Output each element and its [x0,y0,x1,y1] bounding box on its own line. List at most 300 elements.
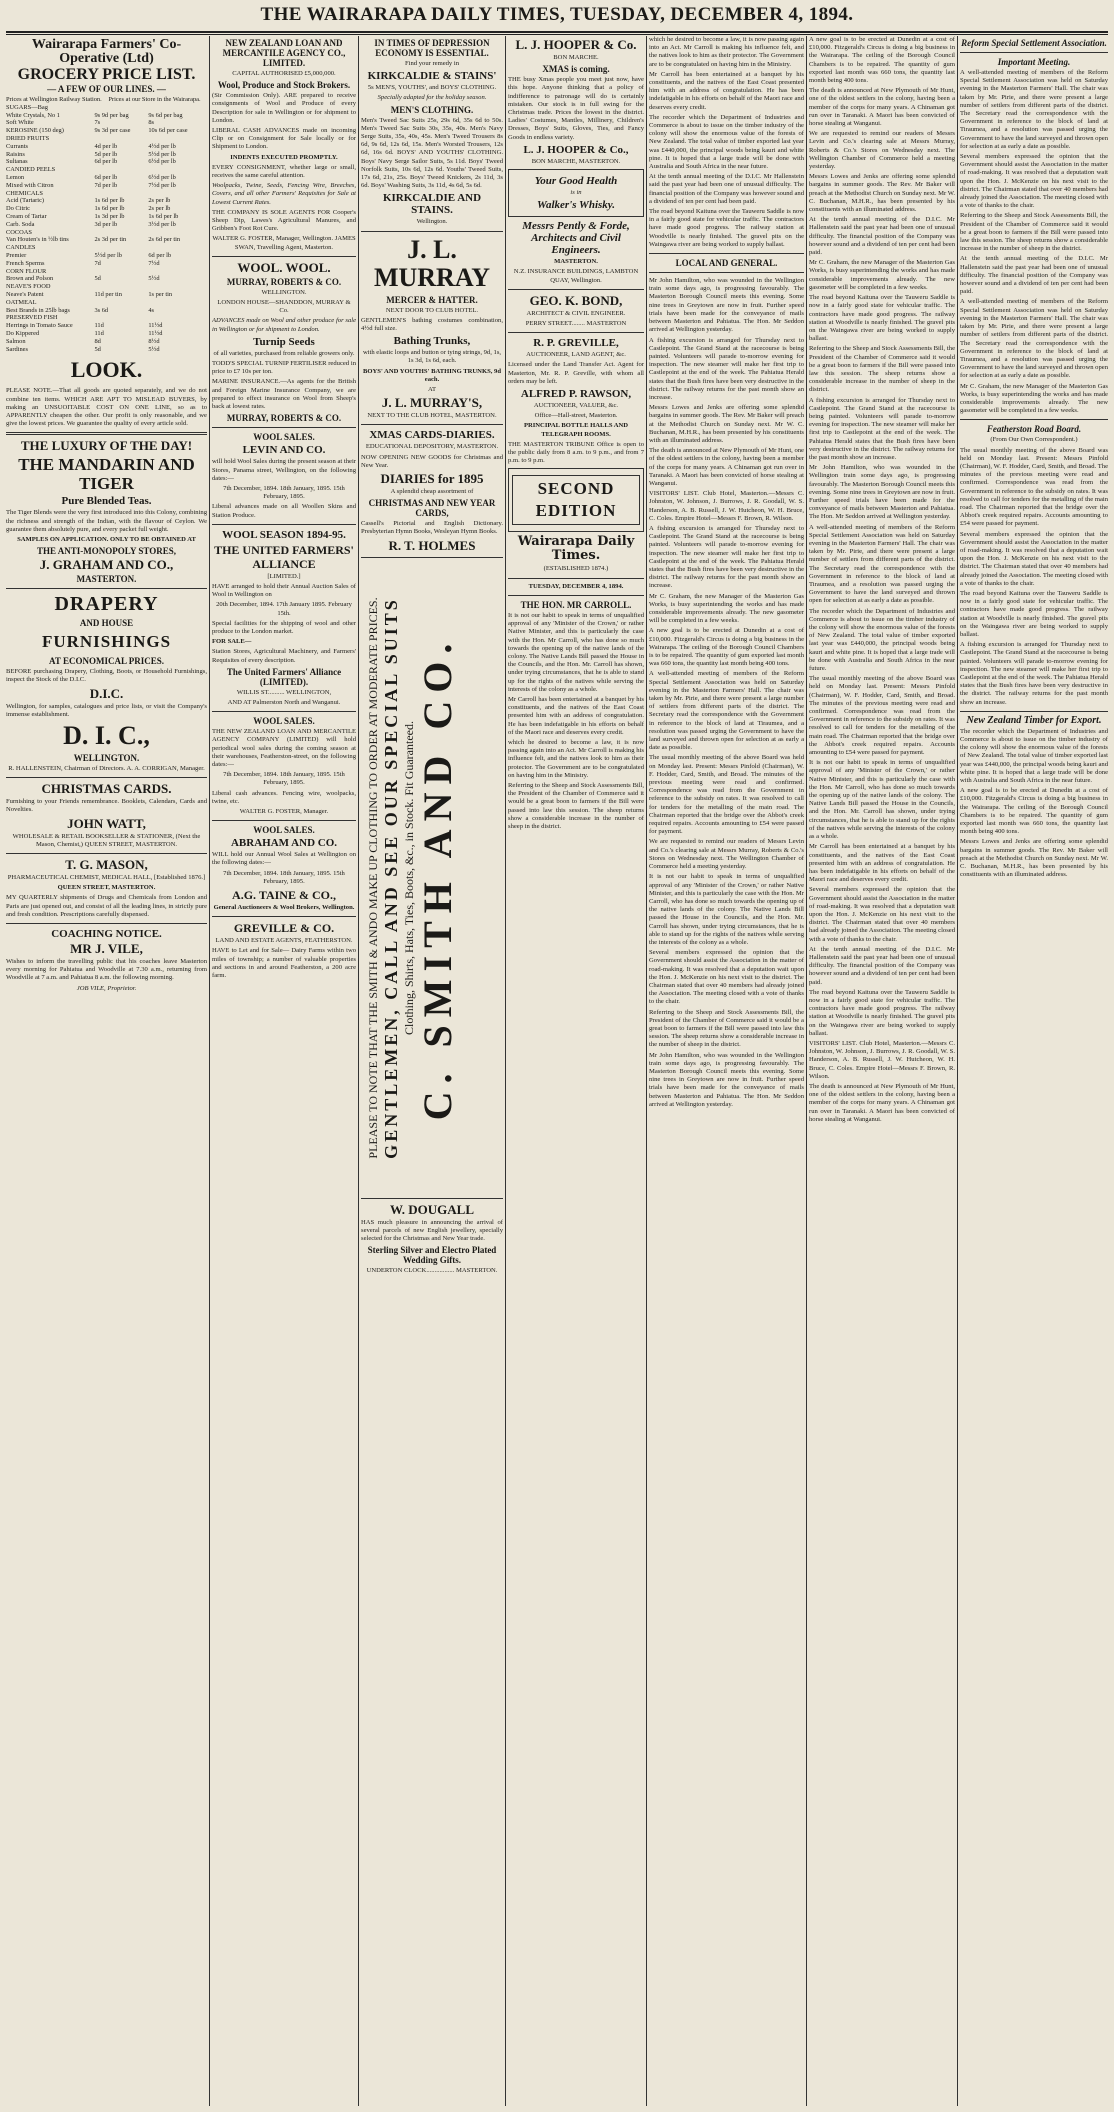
timber-heading: New Zealand Timber for Export. [966,714,1102,726]
price-value: 6d per lb [148,251,172,259]
price-row [6,166,207,174]
price-row [6,197,207,205]
christmas-cards-heading: CHRISTMAS CARDS. [41,781,172,797]
rawson-sub: AUCTIONEER, VALUER, &c. [533,402,619,410]
column-4 [508,36,644,2106]
price-item: Do Citric [6,205,30,213]
sterling-heading: Sterling Silver and Electro Plated Wedding Gifts. [367,1245,497,1266]
price-value [94,283,148,291]
vile-text: Wishes to inform the travelling public that his coaches leave Masterton every morning for Pahiatua and Woodville at 7.30 a.m., returning from Woodville at 7 a.m. and Pahiatua 8 a.m. the following morning. [6,957,207,982]
news-text-16: Several members expressed the opinion that the Government should assist the Association in the matter of road-making. It was resolved that a deputation wait upon the Hon. J. McKenzie on his next visit to the district. The Chairman stated that over 40 members had already joined the Association. The meeting closed with a vote of thanks to the chair. [809,886,955,943]
established-text: (ESTABLISHED 1874.) [543,565,609,573]
mason-street: QUEEN STREET, MASTERTON. [57,884,156,892]
column-5 [649,36,804,2106]
kirkcaldie-heading-2: KIRKCALDIE AND STAINS. [382,192,482,217]
price-value: 1s 6d per lb [94,205,125,213]
column-rule [505,36,506,2106]
every-text: EVERY CONSIGNMENT, whether large or small, receives the same careful attention. [212,163,356,180]
price-value: 9s 3d per case [94,127,131,135]
price-value: 5d [94,345,101,353]
news-text-11: A well-attended meeting of members of the Reform Special Settlement Association was held on Saturday evening in the Masterton Farmers' Hall. The chair was taken by Mr. Pirie, and there were present a large number of settlers from different parts of the district. The Secretary read the correspondence with the Government in reference to the block of land at Tiraumea, and a resolution was passed urging the Government to have the land surveyed and thrown open for selection at as early a date as possible. [809,523,955,605]
united-limited: [LIMITED.] [267,572,301,580]
holmes-text: Cassell's Pictorial and English Dictionary. Presbyterian Hymn Books, Wesleyan Hymn Books. [361,520,503,536]
anti-monopoly: THE ANTI-MONOPOLY STORES, [37,546,176,557]
news-text-17: At the tenth annual meeting of the D.I.C. Mr Hallenstein said the past year had been one of unusual difficulty. The financial position of the Company was however sound and a dividend of ten per cent had been paid. [809,945,955,986]
mercer-heading: MERCER & HATTER. [386,294,478,305]
price-value: 5d [94,275,101,283]
greville-heading: GREVILLE & CO. [233,921,335,936]
taine-heading: A.G. TAINE & CO., [232,888,336,902]
news-text-20: The death is announced at New Plymouth of Mr Hunt, one of the oldest settlers in the colony, having been a member of the corps for many years. A Chinaman got run over in Taranaki. A Maori has been convicted of horse stealing at Wanganui. [809,1082,955,1123]
price-value: 6d per lb [94,158,118,166]
editorial-text-1: which he desired to become a law, it is now passing again into an Act. Mr Carroll is making his influence felt, and the natives look to him as their protector. The Government are to be congratulated on having him in the Ministry. [649,36,804,68]
price-item: Cream of Tartar [6,212,47,220]
hooper-heading-2: L. J. HOOPER & Co., [523,143,629,156]
whisky-advert [508,169,644,217]
grocery-title: GROCERY PRICE LIST. [17,66,196,83]
column-6 [809,36,955,2106]
rotated-name: C. SMITH AND CO. [415,635,460,1121]
price-item: White Crystals, No 1 [6,111,60,119]
mandarin-heading: THE MANDARIN AND TIGER [18,455,195,494]
xmas-heading: XMAS is coming. [542,64,610,75]
price-item: CANDLES [6,244,36,252]
graham-town: MASTERTON. [76,574,137,585]
our-correspondent: (From Our Own Correspondent.) [990,436,1078,444]
wool-sales-heading-2: WOOL SALES. [253,716,315,727]
price-item: Raisins [6,150,25,158]
paper-title: Wairarapa Daily Times. [517,534,635,564]
price-value: 1s per tin [148,290,173,298]
reform-text-3: Referring to the Sheep and Stock Assessments Bill, the President of the Chamber of Commerce said it would be a great boon to farmers if the Bill were passed into law this session. The sheep returns show a considerable increase in the number of sheep in the district. [960,212,1108,253]
price-row [6,143,207,151]
important-heading: Important Meeting. [997,57,1071,67]
luxury-heading: THE LUXURY OF THE DAY! [20,438,193,454]
price-value: 10s 6d per case [148,127,188,135]
price-value: 5½d per lb [148,150,176,158]
tribune-text: THE MASTERTON TRIBUNE Office is open to the public daily from 8 a.m. to 9 p.m., and from 7 p.m. to 9 p.m. [508,440,644,465]
look-heading: LOOK. [70,357,143,383]
rotated-line2: Clothing, Shirts, Hats, Ties, Boots, &c., in Stock. Fit Guaranteed. [402,720,416,1035]
liberal-text: LIBERAL CASH ADVANCES made on incoming Clip or on Consignment for Sale locally or for Shipment to London. [212,127,356,151]
price-row [6,244,207,252]
drapery-heading: DRAPERY [54,593,159,616]
dic-heading: D.I.C. [89,685,124,701]
wool-season-heading: WOOL SEASON 1894-95. [222,528,346,541]
second-edition-heading: SECOND EDITION [512,475,640,525]
carroll-text-3: which he desired to become a law, it is now passing again into an Act. Mr Carroll is making his influence felt, and the natives look to him as their protector. The Government are to be congratulated on having him in the Ministry. [508,738,644,779]
holmes-heading: R. T. HOLMES [388,537,476,553]
price-value: 3d per lb [94,220,118,228]
levin-liberal: Liberal advances made on all Woollen Skins and Station Produce. [212,503,356,519]
samples-text: SAMPLES ON APPLICATION. ONLY TO BE OBTAINED AT [17,535,196,543]
price-row [6,135,207,143]
greville-sub: AUCTIONEER, LAND AGENT, &c. [526,351,626,359]
wool-heading: WOOL. WOOL. [237,259,331,275]
price-value: 5½d per lb [94,251,122,259]
carroll-text-4: Referring to the Sheep and Stock Assessments Bill, the President of the Chamber of Commerce said it would be a great boon to farmers if the Bill were passed into law this session. The sheep returns show a considerable increase in the number of sheep in the district. [508,781,644,830]
price-row [6,307,207,315]
news-text-9: A fishing excursion is arranged for Thursday next to Castlepoint. The Grand Stand at the racecourse is being painted. Volunteers will parade to-morrow evening for inspection. The new steamer will make her first trip to Castlepoint at the end of the week. The Pahiatua Herald states that the Bush fires have been very destructive in the district. The railway returns for the past month show an increase. [809,396,955,461]
rotated-line1: PLEASE TO NOTE THAT THE SMITH & ANDO MAKE UP CLOTHING TO ORDER AT MODERATE PRICES. [366,597,380,1159]
news-text-12: The recorder which the Department of Industries and Commerce is about to issue on the timber industry of the colony will show the enormous value of the forests of New Zealand. The total value of timber exported last year was £440,000, the principal woods being kauri and white pine. It is hoped that a large trade will be done with Australia and South Africa in the near future. [809,607,955,673]
now-text: NOW OPENING NEW GOODS for Christmas and New Year. [361,453,503,469]
wool-produce-heading: Wool, Produce and Stock Brokers. [217,80,351,91]
price-rows [6,104,207,354]
reform-text-2: Several members expressed the opinion that the Government should assist the Association in the matter of road-making. It was resolved that a deputation wait upon the Hon. J. McKenzie on his next visit to the district. The Chairman stated that over 40 members had already joined the Association. The meeting closed with a vote of thanks to the chair. [960,153,1108,210]
principal-text: PRINCIPAL BOTTLE HALLS AND TELEGRAPH ROOMS. [523,422,629,438]
price-row [6,283,207,291]
next2-text: NEXT TO THE CLUB HOTEL, MASTERTON. [367,412,497,420]
price-row [6,127,207,135]
price-item: OATMEAL [6,298,37,306]
united-heading: THE UNITED FARMERS' ALLIANCE [214,542,354,571]
price-row [6,119,207,127]
editorial-text-5: The road beyond Kaituna over the Tauweru Saddle is now in a fairly good state for vehicular traffic. The contractors have made good progress. The railway station at Woodville is nearly finished. The gravel pits on the Waingawa river are being worked to supply ballast. [649,208,804,248]
local-text-3: Messrs Lowes and Jenks are offering some splendid bargains in summer goods. The Rev. Mr Baker will preach at the Methodist Church on Sunday next. Mr W. C. Buchanan, M.H.R., has been presented by his constituents with an illuminated address. [649,404,804,444]
price-value: 11d [94,322,104,330]
price-item: Soft White [6,119,34,127]
price-value: 11½d [148,322,163,330]
price-value: 1s 6d per lb [148,212,179,220]
graham-name: J. GRAHAM AND CO., [39,557,174,573]
abraham-text: WILL hold our Annual Wool Sales at Wellington on the following dates:— [212,851,356,867]
news-text-8: Referring to the Sheep and Stock Assessments Bill, the President of the Chamber of Commerce said it would be a great boon to farmers if the Bill were passed into law this session. The sheep returns show a considerable increase in the number of sheep in the district. [809,345,955,394]
gentlemen-text: GENTLEMEN'S bathing costumes combination, 4½d full size. [361,316,503,333]
price-row [6,112,207,120]
price-table [6,96,207,104]
news-text-13: The usual monthly meeting of the above Board was held on Monday last. Present: Messrs Pinfold (Chairman), W. F. Hodder, Card, Smith, and Broad. The minutes of the previous meeting were read and confirmed. Correspondence was read from the Government in reference to the subsidy on rates. It was resolved to call for tenders for the metalling of the main road. The Chairman reported that the bridge over the Abbot's creek required repairs. Accounts amounting to £54 were passed for payment. [809,675,955,757]
christmas-cards-text: CHRISTMAS AND NEW YEAR CARDS, [368,498,496,519]
price-value [148,299,207,307]
editorial-text-4: At the tenth annual meeting of the D.I.C. Mr Hallenstein said the past year had been one of unusual difficulty. The financial position of the Company was however sound and a dividend of ten per cent had been paid. [649,173,804,205]
dic-town: WELLINGTON. [73,752,140,763]
local-text: Mr John Hamilton, who was wounded in the Wellington train some days ago, is progressing favourably. The Masterton Borough Council meets this evening. Some nine trees in Greytown are now in fruit. Further speed trials have been made for the conveyance of mails between Masterton and Pahiatua. The Hon. Mr Seddon arrived at Wellington yesterday. [649,277,804,334]
price-item: NEAVE'S FOOD [6,283,51,291]
local-text-13: Referring to the Sheep and Stock Assessments Bill, the President of the Chamber of Commerce said it would be a great boon to farmers if the Bill were passed into law this session. The sheep returns show a considerable increase in the number of sheep in the district. [649,1008,804,1049]
price-row [6,338,207,346]
price-item: KEROSINE (150 deg) [6,127,64,135]
agents-text: THE COMPANY IS SOLE AGENTS FOR Cooper's Sheep Dip, Lawes's Agricultural Manures, and Gribben's Foot Rot Cure. [212,208,356,233]
price-value: 5½d [148,345,160,353]
price-item: PRESERVED FISH [6,314,58,322]
drapery-and: AND HOUSE [79,618,134,629]
price-row [6,205,207,213]
price-value [94,190,148,198]
mason-heading: T. G. MASON, [65,856,148,872]
tea-text: The Tiger Blends were the very first introduced into this Colony, combining the richness and strength of the Indian, with the flavour of Ceylon. We guarantee them absolutely pure, and every packet full weight. [6,509,207,533]
price-value: 5½d [148,275,160,283]
price-value: 9s 9d per bag [94,111,129,119]
price-value: 2s per lb [148,205,171,213]
price-value: 6d per lb [94,173,118,181]
cards-text: Furnishing to your Friends remembrance. Booklets, Calendars, Cards and Novelties. [6,798,207,814]
bond-heading: GEO. K. BOND, [529,292,623,308]
price-value [148,314,207,322]
local-general-heading: LOCAL AND GENERAL. [675,258,778,269]
price-item: Brown and Polson [6,275,54,283]
tagline: — A FEW OF OUR LINES. — [47,84,166,94]
column-rule [209,36,210,2106]
united-heading-2: The United Farmers' Alliance (LIMITED). [226,666,342,687]
price-row [6,260,207,268]
price-value: 4d per lb [94,142,118,150]
price-value: 5d per lb [94,150,118,158]
murray-london: LONDON HOUSE—SHANDDON, MURRAY & Co. [217,299,351,315]
murray-heading-2: MURRAY, ROBERTS & CO. [226,413,342,424]
price-item: Van Houten's in ½lb tins [6,236,69,244]
news-text-7: The road beyond Kaituna over the Tauweru Saddle is now in a fairly good state for vehicular traffic. The contractors have made good progress. The railway station at Woodville is nearly finished. The gravel pits on the Waingawa river are being worked to supply ballast. [809,294,955,343]
dic-text: BEFORE purchasing Drapery, Clothing, Boots, or Household Furnishings, inspect the Stock of the D.I.C. [6,668,207,684]
column-2 [212,36,356,2106]
price-item: Currants [6,142,29,150]
price-value: 4½d per lb [148,142,176,150]
dougall-heading: W. DOUGALL [389,1201,475,1217]
local-text-7: A new goal is to be erected at Dunedin at a cost of £10,000. Fitzgerald's Circus is doing a big business in the Wairarapa. The ceiling of the Borough Council Chambers is to be repaired. The quantity of gum exported last month was 660 tons, the quantity last month being 400 tons. [649,627,804,668]
united-special: Special facilities for the shipping of wool and other produce to the London market. [212,619,356,635]
price-row [6,275,207,283]
price-value [94,229,148,237]
kirkcaldie-sub: 5s MEN'S, YOUTHS', and BOYS' CLOTHING. [367,84,497,92]
hooper-text: THE busy Xmas people you meet just now, have this hope. Anyone thinking that a policy of indifference to patronage will do is certainly mistaken. Our stock is in full swing for the Christmas trade. Prices the lowest in the district. Ladies' Costumes, Mantles, Millinery, Children's Dresses, Boys' Suits, Gloves, Ties, and Fancy Goods in endless variety. [508,76,644,141]
bon-marche: BON MARCHE. [553,54,599,61]
local-text-2: A fishing excursion is arranged for Thursday next to Castlepoint. The Grand Stand at the racecourse is being painted. Volunteers will parade to-morrow evening for inspection. The new steamer will make her first trip to Castlepoint at the end of the week. The Pahiatua Herald states that the Bush fires have been very destructive in the district. The railway returns for the past month show an increase. [649,336,804,401]
forde-town: MASTERTON. [554,258,598,266]
news-text-18: The road beyond Kaituna over the Tauweru Saddle is now in a fairly good state for vehicular traffic. The contractors have made good progress. The railway station at Woodville is nearly finished. The gravel pits on the Waingawa river are being worked to supply ballast. [809,988,955,1037]
price-value: 8½d [148,337,160,345]
price-value [94,166,148,174]
walker-heading: Walker's Whisky. [536,199,616,212]
price-item: Carb. Soda [6,220,35,228]
reform-text-4: At the tenth annual meeting of the D.I.C. Mr Hallenstein said the past year had been one of unusual difficulty. The financial position of the Company was however sound and a dividend of ten per cent had been paid. [960,255,1108,296]
marine-text: MARINE INSURANCE.—As agents for the British and Foreign Marine Insurance Company, we are prepared to effect insurance on Wool from Sheep's back at lowest rates. [212,378,356,411]
price-item: Do Kippered [6,329,40,337]
price-value: 8s [148,119,155,127]
seeds-text: of all varieties, purchased from reliable growers only. [213,349,355,357]
price-row [6,314,207,322]
price-value: 8d [94,337,101,345]
clothing-list: Men's Tweed Sac Suits 25s, 29s 6d, 35s 6d to 50s. Men's Tweed Sac Suits 30s, 35s, 40s. Men's Navy Serge Suits, 35s, 40s, 45s. Men's Tweed Trousers 8s 6d, 9s 6d, 12s 6d, 15s. Men's Worsted Trousers, 12s 6d, 16s 6d. BOYS' AND YOUTHS' CLOTHING. Boys' Navy Serge Sailor Suits, 5s 11d. Boys' Tweed Norfolk Suits, 10s 6d, 12s 6d. Youths' Tweed Suits, 17s 6d, 21s, 25s. Boys' Tweed Knickers, 2s 11d, 3s 6d. Boys' Washing Suits, 3s 11d, 4s 6d, 5s 6d. [361,116,503,190]
price-item: Sardines [6,345,29,353]
column-rule [358,36,359,2106]
column-7 [960,36,1108,2106]
tea-heading: Pure Blended Teas. [61,495,152,508]
price-value [148,244,207,252]
reform-text-6: Mr C. Graham, the new Manager of the Masterton Gas Works, is busy superintending the works and has made considerable improvements already. The new gasometer will be completed in a few weeks. [960,382,1108,415]
carroll-text-2: Mr Carroll has been entertained at a banquet by his constituents, and the natives of the East Coast presented him with an address of congratulation. He has been indefatigable in his efforts on behalf of the Maori race and deserves every credit. [508,695,644,736]
dougall-text: HAS much pleasure in announcing the arrival of several parcels of new English jewellery, specially selected for the Christmas and New Year trade. [361,1218,503,1243]
greville-sub: LAND AND ESTATE AGENTS, FEATHERSTON. [215,937,353,945]
carroll-heading: THE HON. MR CARROLL. [520,599,632,610]
hooper-heading: L. J. HOOPER & Co. [515,37,637,52]
murray-heading: MURRAY, ROBERTS & CO. [226,276,342,287]
united-text: HAVE arranged to hold their Annual Auction Sales of Wool in Wellington on [212,582,356,599]
price-row [6,291,207,299]
price-row [6,322,207,330]
vile-heading: MR J. VILE, [70,940,143,956]
splendid-text: A splendid cheap assortment of [390,488,474,496]
at-text: AT [427,386,437,394]
price-item: French Sperms [6,259,45,267]
nz-loan-liberal: Liberal cash advances. Fencing wire, woolpacks, twine, etc. [212,789,356,805]
levin-heading: LEVIN AND CO. [242,444,326,457]
bond-sub: ARCHITECT & CIVIL ENGINEER. [526,309,626,317]
local-text-9: The usual monthly meeting of the above Board was held on Monday last. Present: Messrs Pinfold (Chairman), W. F. Hodder, Card, Smith, and Broad. The minutes of the previous meeting were read and confirmed. Correspondence was read from the Government in reference to the subsidy on rates. It was resolved to call for tenders for the metalling of the main road. The Chairman reported that the bridge over the Abbot's creek required repairs. Accounts amounting to £54 were passed for payment. [649,754,804,836]
watt-heading: JOHN WATT, [67,815,146,831]
nz-loan-dates: 7th December, 1894. 18th January, 1895. 15th February, 1895. [223,771,345,787]
reform-text-5: A well-attended meeting of members of the Reform Special Settlement Association was held on Saturday evening in the Masterton Farmers' Hall. The chair was taken by Mr. Pirie, and there were present a large number of settlers from different parts of the district. The Secretary read the correspondence with the Government in reference to the block of land at Tiraumea, and a resolution was passed urging the Government to have the land surveyed and thrown open for selection at as early a date as possible. [960,298,1108,380]
price-value [148,166,207,174]
economical-text: AT ECONOMICAL PRICES. [49,656,164,667]
price-col-head: Prices at Wellington Railway Station. [6,96,102,103]
carroll-text: It is not our habit to speak in terms of unqualified approval of any 'Minister of the Crown,' or rather Native Minister, and this is particularly the case with the Hon. Mr Carroll, who has done so much towards the opening up of the native lands of the colony. The Native Lands Bill passed the House in the Councils, and the Hon. Mr. Carroll has shown, under trying circumstances, that he is able to stand up for the rights of the natives while serving the interests of the colony as a whole. [508,611,644,693]
price-value: 1s 3d per lb [94,212,125,220]
nz-loan-text: THE NEW ZEALAND LOAN AND MERCANTILE AGENCY COMPANY (LIMITED) will hold periodical wool sales during the coming season at their warehouses, Featherston-street, on the following dates:— [212,728,356,768]
visitors-text: VISITORS' LIST. Club Hotel, Masterton.—Messrs C. Johnston, W. Johnson, J. Burrows, J. R. Goodall, W. S. Handerson, A. B. Russell, J. W. Hutcheon, W. H. Bruce, C. Coles. Empire Hotel—Messrs F. Brown, R. Wilson. [649,490,804,522]
price-item: Neave's Patent [6,290,44,298]
price-row [6,252,207,260]
for-sale-label: FOR SALE— [212,638,252,646]
kirkcaldie-town: Wellington. [416,218,448,226]
reform-heading: Reform Special Settlement Association. [961,38,1107,48]
price-item: Salmon [6,337,26,345]
featherston-text-3: The road beyond Kaituna over the Tauweru Saddle is now in a fairly good state for vehicular traffic. The contractors have made good progress. The railway station at Woodville is nearly finished. The gravel pits on the Waingawa river are being worked to supply ballast. [960,589,1108,638]
mens-heading: MEN'S CLOTHING. [390,104,474,115]
price-value: 6½d per lb [148,158,176,166]
price-item: Lemon [6,173,25,181]
murray-big-heading: J. L. MURRAY [373,234,491,292]
reform-text-1: A well-attended meeting of members of the Reform Special Settlement Association was held on Saturday evening in the Masterton Farmers' Hall. The chair was taken by Mr. Pirie, and there were present a large number of settlers from different parts of the district. The Secretary read the correspondence with the Government in reference to the block of land at Tiraumea, and a resolution was passed urging the Government to have the land surveyed and thrown open for selection at as early a date as possible. [960,69,1108,150]
price-value [148,268,207,276]
price-value: 6½d per lb [148,173,176,181]
price-item: Sultanas [6,158,28,166]
price-col-head: Prices at our Store in the Wairarapa. [108,96,201,103]
xmas-cards-heading: XMAS CARDS-DIARIES. [369,429,495,442]
news-text-15: Mr Carroll has been entertained at a banquet by his constituents, and the natives of the East Coast presented him with an address of congratulation. He has been indefatigable in his efforts on behalf of the Maori race and deserves every credit. [809,843,955,884]
price-value: 1s 6d per lb [94,197,125,205]
price-value [94,299,148,307]
dic-more: Wellington, for samples, catalogues and price lists, or visit the Company's immense establishment. [6,702,207,718]
dic-managers: R. HALLENSTEIN, Chairman of Directors. A. A. CORRIGAN, Manager. [8,764,205,772]
news-text-1: A new goal is to be erected at Dunedin at a cost of £10,000. Fitzgerald's Circus is doing a big business in the Wairarapa. The ceiling of the Borough Council Chambers is to be repaired. The quantity of gum exported last month was 660 tons, the quantity last month being 400 tons. [809,36,955,85]
wool-sales-heading: WOOL SALES. [253,432,315,443]
column-rule [646,36,647,2106]
local-text-6: Mr C. Graham, the new Manager of the Masterton Gas Works, is busy superintending the works and has made considerable improvements already. The new gasometer will be completed in a few weeks. [649,592,804,625]
woolpacks-text: Woolpacks, Twine, Seeds, Fencing Wire, Breeches, Covers, and all other Farmers' Requisites for Sale at Lowest Current Rates. [212,182,356,206]
united-dates: 20th December, 1894. 17th January 1895. February 15th. [216,601,352,617]
price-value [94,268,148,276]
price-value [148,104,207,112]
mason-sub: PHARMACEUTICAL CHEMIST, MEDICAL HALL, [Established 1876.] [7,873,206,881]
forde-address: N.Z. INSURANCE BUILDINGS, LAMBTON QUAY, Wellington. [513,268,639,284]
furnishings-heading: FURNISHINGS [41,632,172,652]
price-row [6,268,207,276]
price-row [6,174,207,182]
price-value [94,104,148,112]
advances-text: ADVANCES made on Wool and other produce for sale in Wellington or for shipment to London. [212,317,356,333]
news-text-5: At the tenth annual meeting of the D.I.C. Mr Hallenstein said the past year had been one of unusual difficulty. The financial position of the Company was however sound and a dividend of ten per cent had been paid. [809,216,955,257]
featherston-text-2: Several members expressed the opinion that the Government should assist the Association in the matter of road-making. It was resolved that a deputation wait upon the Hon. J. McKenzie on his next visit to the district. The Chairman stated that over 40 members had already joined the Association. The meeting closed with a vote of thanks to the chair. [960,530,1108,587]
price-value [148,135,207,143]
price-row [6,330,207,338]
price-row [6,190,207,198]
price-value: 2s 6d per tin [148,236,181,244]
abraham-heading: ABRAHAM AND CO. [230,837,338,850]
masthead-rule-thin [6,34,1108,35]
price-row [6,213,207,221]
price-value: 7½d [148,259,160,267]
price-value [94,314,148,322]
wool-sales-heading-3: WOOL SALES. [253,825,315,836]
price-value: 9s 6d per bag [148,111,183,119]
diaries-heading: DIARIES for 1895 [380,471,484,487]
foster-text-2: WALTER G. FOSTER, Manager. [239,807,329,815]
price-item: Acid (Tartaric) [6,197,45,205]
underton-text: UNDERTON CLOCK................. MASTERTON. [366,1267,498,1275]
rotated-advert-content [366,557,496,1199]
coop-title: Wairarapa Farmers' Co-Operative (Ltd) [31,37,182,66]
kirkcaldie-heading: KIRKCALDIE & STAINS' [367,70,497,83]
editorial-text-2: Mr Carroll has been entertained at a banquet by his constituents, and the natives of the East Coast presented him with an address of congratulation. He has been indefatigable in his efforts on behalf of the Maori race and deserves every credit. [649,70,804,111]
price-value: 11d [94,329,104,337]
price-row [6,104,207,112]
station-text: Station Stores, Agricultural Machinery, and Farmers' Requisites of every description. [212,648,356,664]
price-row [6,346,207,354]
featherston-text-4: A fishing excursion is arranged for Thursday next to Castlepoint. The Grand Stand at the racecourse is being painted. Volunteers will parade to-morrow evening for inspection. The new steamer will make her first trip to Castlepoint at the end of the week. The Pahiatua Herald states that the Bush fires have been very destructive in the district. The railway returns for the past month show an increase. [960,641,1108,706]
depression-heading: IN TIMES OF DEPRESSION ECONOMY IS ESSENTIAL. [374,38,490,58]
price-value: 11½d [148,329,163,337]
look-text: PLEASE NOTE.—That all goods are quoted separately, and we do not combine ten items. WHICH ARE APT TO MISLEAD BUYERS, by making an UNSUOITABLE COST ON ONE LINE, so as to APPARENTLY cheapen the other. Our profit is only reasonable, and we give the lowest prices. We guarantee the quality of every article sold. [6,387,207,428]
indents-text: INDENTS EXECUTED PROMPTLY. [230,153,338,161]
price-item: Herrings in Tomato Sauce [6,322,73,330]
capital-text: CAPITAL AUTHORISED £5,000,000. [232,70,336,77]
price-row [6,299,207,307]
featherston-text: The usual monthly meeting of the above Board was held on Monday last. Present: Messrs Pinfold (Chairman), W. F. Hodder, Card, Smith, and Broad. The minutes of the previous meeting were read and confirmed. Correspondence was read from the Government in reference to the subsidy on rates. It was resolved to call for tenders for the metalling of the main road. The Chairman reported that the bridge over the Abbot's creek required repairs. Accounts amounting to £54 were passed for payment. [960,446,1108,528]
greville-text: Licensed under the Land Transfer Act. Agent for Masterton, Mr. R. P. Greville, with whom all orders may be left. [508,361,644,385]
local-text-5: A fishing excursion is arranged for Thursday next to Castlepoint. The Grand Stand at the racecourse is being painted. Volunteers will parade to-morrow evening for inspection. The new steamer will make her first trip to Castlepoint at the end of the week. The Pahiatua Herald states that the Bush fires have been very destructive in the district. The railway returns for the past month show an increase. [649,524,804,590]
masthead: THE WAIRARAPA DAILY TIMES, TUESDAY, DECEMBER 4, 1894. [260,4,854,25]
column-rule [957,36,958,2106]
price-value: 11d per tin [94,290,122,298]
rawson-heading: ALFRED P. RAWSON, [520,388,632,401]
rotated-advert [361,557,503,1199]
rawson-office: Office—Hall-street, Masterton. [534,412,618,420]
news-text-14: It is not our habit to speak in terms of unqualified approval of any 'Minister of the Crown,' or rather Native Minister, and this is particularly the case with the Hon. Mr Carroll, who has done so much towards the opening up of the native lands of the colony. The Native Lands Bill passed the House in the Councils, and the Hon. Mr. Carroll has shown, under trying circumstances, that he is able to stand up for the rights of the natives while serving the interests of the colony as a whole. [809,759,955,841]
kirkcaldie-special: Specially adapted for the holiday season. [377,94,487,102]
price-row [6,151,207,159]
price-row [6,221,207,229]
issue-date: TUESDAY, DECEMBER 4, 1894. [528,582,624,590]
price-item: DRIED FRUITS [6,134,50,142]
nz-loan-heading: NEW ZEALAND LOAN AND MERCANTILE AGENCY CO., LIMITED. [222,38,346,68]
timber-text: The recorder which the Department of Industries and Commerce is about to issue on the timber industry of the colony will show the enormous value of the forests of New Zealand. The total value of timber exported last year was £440,000, the principal woods being kauri and white pine. It is hoped that a large trade will be done with Australia and South Africa in the near future. [960,727,1108,785]
greville-text: HAVE to Let and for Sale— Dairy Farms within two miles of township; a number of valuable properties and sections in and around Featherston, a 200 acre farm. [212,947,356,980]
masthead-rule [6,31,1108,33]
palmerston-text: AND AT Palmerston North and Wanganui. [227,698,341,706]
price-item: COCOAS [6,228,32,236]
price-row [6,158,207,166]
price-item: Mixed with Citron [6,181,54,189]
news-text-6: Mr C. Graham, the new Manager of the Masterton Gas Works, is busy superintending the works and has made considerable improvements already. The new gasometer will be completed in a few weeks. [809,259,955,291]
price-value: 3½d per lb [148,220,176,228]
price-value: 7s [94,119,101,127]
price-item: SUGARS—Bag [6,103,48,111]
price-item: CHEMICALS [6,189,43,197]
levin-text: will hold Wool Sales during the present season at their Stores, Panama street, Wellington, on the following dates:— [212,458,356,482]
featherston-heading: Featherston Road Board. [986,424,1082,435]
news-text-10: Mr John Hamilton, who was wounded in the Wellington train some days ago, is progressing favourably. The Masterton Borough Council meets this evening. Some nine trees in Greytown are now in fruit. Further speed trials have been made for the conveyance of mails between Masterton and Pahiatua. The Hon. Mr Seddon arrived at Wellington yesterday. [809,464,955,521]
price-value: 4s [148,306,155,314]
